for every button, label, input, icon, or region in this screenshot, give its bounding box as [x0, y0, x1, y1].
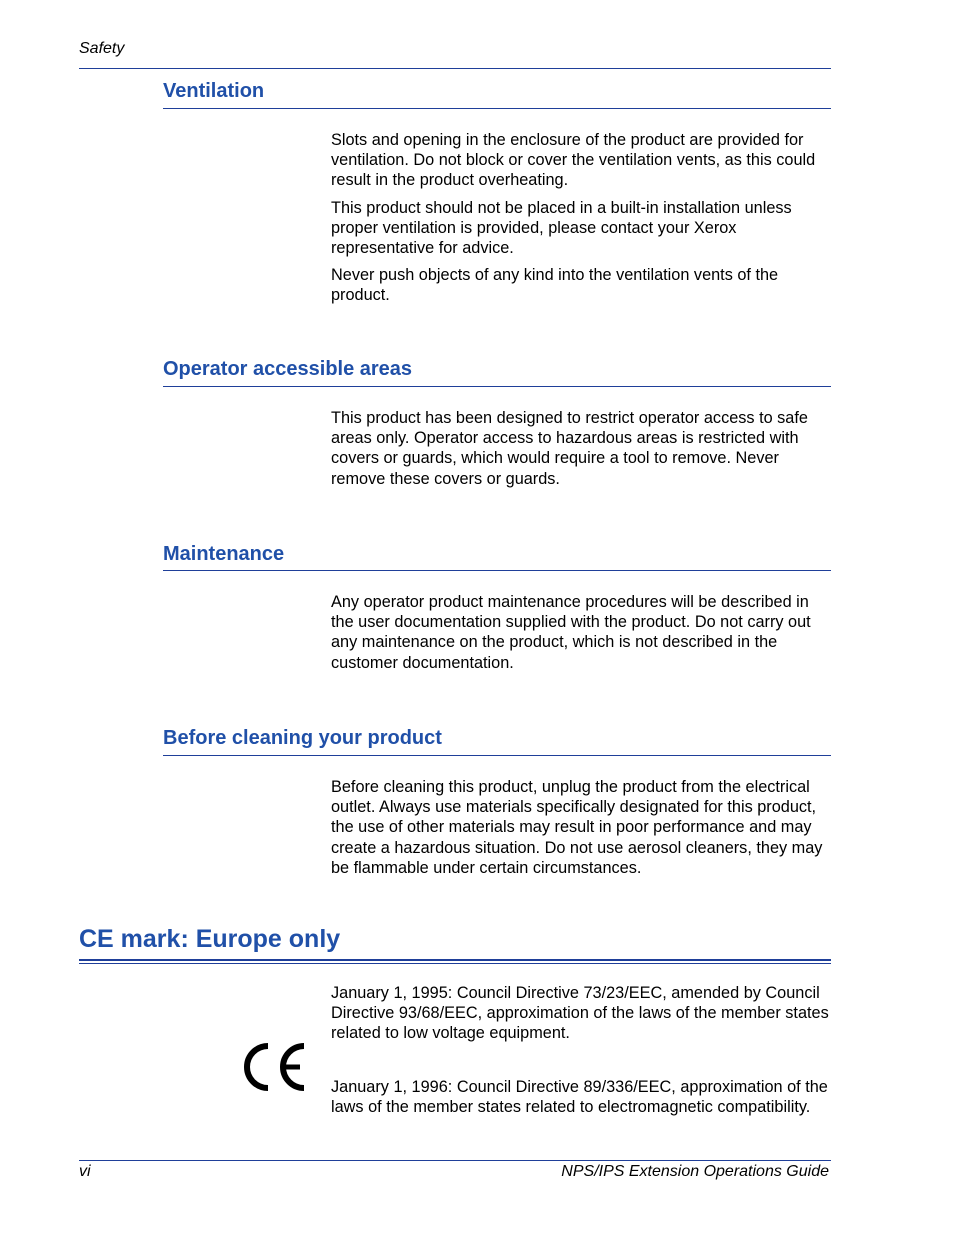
ce-section-rule-thin [79, 963, 831, 964]
section-rule [163, 570, 831, 571]
document-title: NPS/IPS Extension Operations Guide [561, 1163, 829, 1180]
paragraph: This product has been designed to restrict operator access to safe areas only. Operator access to hazardous areas is restricted with covers or guards, which would require a tool to remove. Never remove these covers or guards. [331, 409, 808, 488]
section-body-ventilation [331, 130, 831, 306]
section-heading-ventilation: Ventilation [163, 80, 265, 102]
footer-rule [79, 1160, 831, 1161]
paragraph: January 1, 1996: Council Directive 89/336/EEC, approximation of the laws of the member states related to electromagnetic compatibility. [331, 1077, 828, 1116]
paragraph: This product should not be placed in a built-in installation unless proper ventilation is provided, please contact your Xerox representative for advice. [331, 198, 792, 258]
ce-section-heading: CE mark: Europe only [79, 925, 341, 953]
paragraph: Slots and opening in the enclosure of the product are provided for ventilation. Do not block or cover the ventilation vents, as this could result in the product overheating. [331, 131, 816, 190]
paragraph: January 1, 1995: Council Directive 73/23/EEC, amended by Council Directive 93/68/EEC, approximation of the laws of the member states related to low voltage equipment. [331, 984, 829, 1043]
running-header: Safety [79, 40, 125, 57]
section-body-operator-areas [331, 408, 831, 489]
ce-section-rule [79, 959, 831, 961]
section-heading-before-cleaning: Before cleaning your product [163, 727, 442, 749]
section-heading-operator-areas: Operator accessible areas [163, 358, 413, 380]
section-body-maintenance [331, 592, 831, 673]
section-rule [163, 108, 831, 109]
paragraph: Never push objects of any kind into the ventilation vents of the product. [331, 266, 779, 305]
header-rule [79, 68, 831, 69]
ce-mark-icon [240, 1038, 310, 1096]
paragraph: Any operator product maintenance procedures will be described in the user documentation supplied with the product. Do not carry out any maintenance on the product, which is not described in the customer documentation. [331, 593, 811, 672]
section-heading-maintenance: Maintenance [163, 543, 285, 565]
ce-section-body [331, 983, 831, 1117]
paragraph: Before cleaning this product, unplug the product from the electrical outlet. Always use materials specifically designated for this product, the use of other materials may result in poor performance and may create a hazardous situation. Do not use aerosol cleaners, they may be flammable under certain circumstances. [331, 778, 823, 877]
section-rule [163, 386, 831, 387]
page-number: vi [79, 1163, 91, 1180]
section-rule [163, 755, 831, 756]
section-body-before-cleaning [331, 777, 831, 878]
